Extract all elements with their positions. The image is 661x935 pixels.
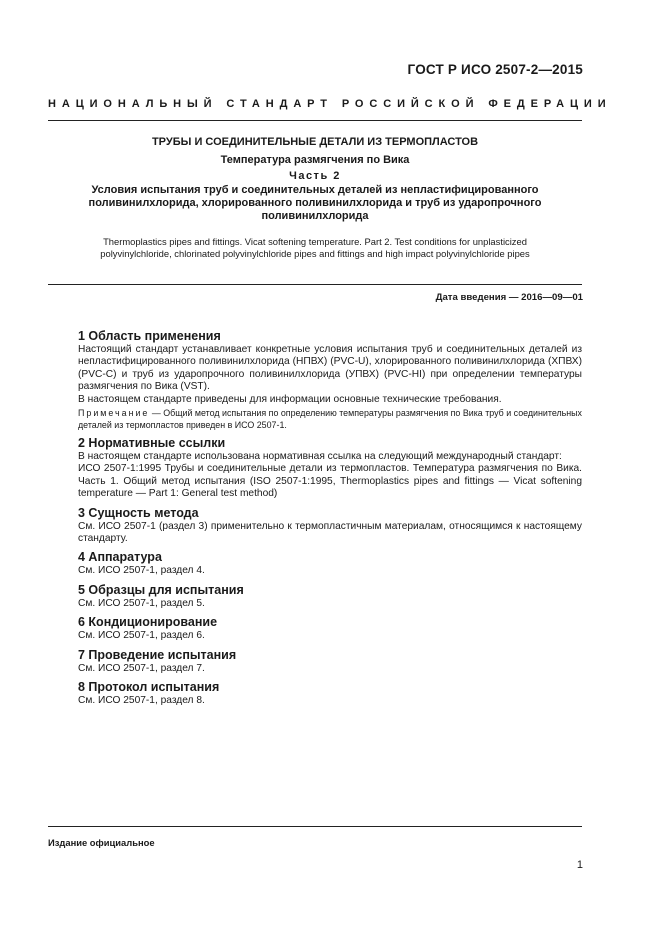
section-2-paragraph-1: В настоящем стандарте использована нормативная ссылка на следующий международный стандарт: — [78, 451, 562, 463]
section-2-heading: 2 Нормативные ссылки — [78, 436, 226, 451]
section-1-heading: 1 Область применения — [78, 329, 221, 343]
note-label: Примечание — [78, 408, 150, 419]
section-5-paragraph-1: См. ИСО 2507-1, раздел 5. — [78, 597, 205, 609]
note-text: — Общий метод испытания по определению температуры размягчения по Вика труб и соединительных деталей из термопластов приведен в ИСО 2507-1. — [78, 408, 582, 430]
part-title: Условия испытания труб и соединительных деталей из непластифицированного поливинилхлорида, хлорированного поливинилхлорида и труб из ударопрочного поливинилхлорида — [88, 184, 542, 222]
section-1-note — [78, 408, 582, 431]
section-1-paragraph-2: В настоящем стандарте приведены для информации основные технические требования. — [78, 393, 502, 405]
section-6-paragraph-1: См. ИСО 2507-1, раздел 6. — [78, 630, 205, 642]
title-rule — [48, 284, 582, 285]
national-standard-label: НАЦИОНАЛЬНЫЙ СТАНДАРТ РОССИЙСКОЙ ФЕДЕРАЦИИ — [48, 98, 612, 110]
section-4-heading: 4 Аппаратура — [78, 550, 162, 565]
section-7-paragraph-1: См. ИСО 2507-1, раздел 7. — [78, 662, 205, 674]
section-3-heading: 3 Сущность метода — [78, 505, 199, 520]
section-8-paragraph-1: См. ИСО 2507-1, раздел 8. — [78, 695, 205, 707]
document-code: ГОСТ Р ИСО 2507-2—2015 — [407, 62, 583, 77]
part-number: Часть 2 — [289, 170, 341, 182]
section-7-heading: 7 Проведение испытания — [78, 647, 237, 662]
official-edition-label: Издание официальное — [48, 837, 155, 848]
document-title: ТРУБЫ И СОЕДИНИТЕЛЬНЫЕ ДЕТАЛИ ИЗ ТЕРМОПЛАСТОВ — [151, 136, 479, 148]
section-5-heading: 5 Образцы для испытания — [78, 582, 244, 597]
document-body — [78, 328, 582, 708]
section-2-paragraph-2: ИСО 2507-1:1995 Трубы и соединительные детали из термопластов. Температура размягчения по Вика. Часть 1. Общий метод испытания (ISO 2507-1:1995, Thermoplastics pipes and fittings — Vicat softening temperature — Part 1: General test method) — [78, 463, 582, 500]
section-4-paragraph-1: См. ИСО 2507-1, раздел 4. — [78, 565, 205, 577]
english-title: Thermoplastics pipes and fittings. Vicat softening temperature. Part 2. Test conditions for unplasticized polyvinylchloride, chlorinated polyvinylchloride pipes and fittings and high impact polyvinylchloride pipes — [100, 236, 530, 259]
introduction-date: Дата введения — 2016—09—01 — [435, 292, 583, 303]
section-8-heading: 8 Протокол испытания — [78, 680, 220, 695]
section-6-heading: 6 Кондиционирование — [78, 615, 218, 630]
header-rule — [48, 120, 582, 121]
document-subtitle: Температура размягчения по Вика — [220, 154, 410, 166]
section-3-paragraph-1: См. ИСО 2507-1 (раздел 3) применительно к термопластичным материалам, относящимся к настоящему стандарту. — [78, 520, 582, 545]
page-number: 1 — [576, 859, 583, 871]
footer-rule — [48, 826, 582, 827]
section-1-paragraph-1: Настоящий стандарт устанавливает конкретные условия испытания труб и соединительных деталей из непластифицированного поливинилхлорида (НПВХ) (PVC-U), хлорированного поливинилхлорида (ХПВХ) (PVC-C) и труб из ударопрочного поливинилхлорида (УПВХ) (PVC-HI) при определении температуры размягчения по Вика (VST). — [78, 344, 582, 393]
